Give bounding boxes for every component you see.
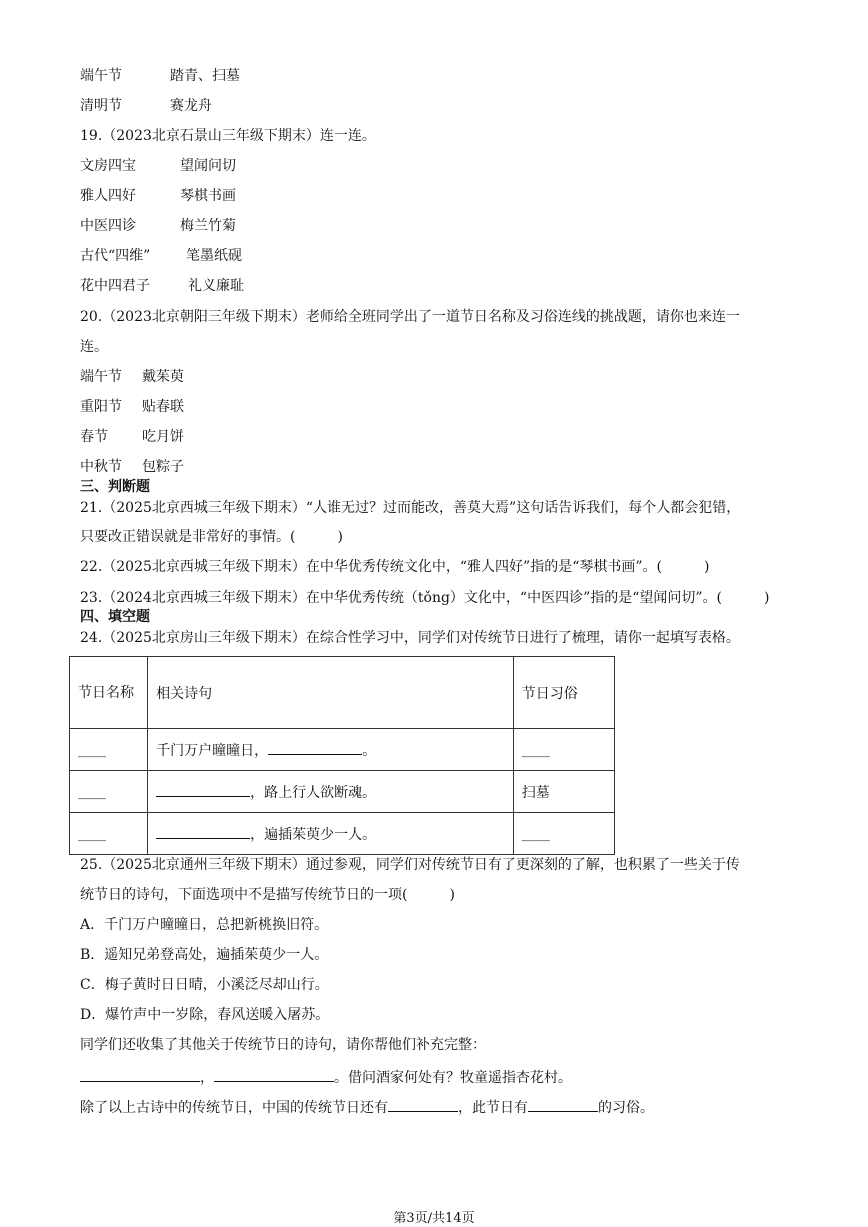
poem-text: ，路上行人欲断魂。 (250, 785, 377, 801)
table-row (70, 813, 615, 855)
question-23: 23.（2024北京西城三年级下期末）在中华优秀传统（tǒng）文化中，“中医四诊”指的是“望闻问切”。( ) (80, 590, 770, 606)
question-25-extra: 同学们还收集了其他关于传统节日的诗句，请你帮他们补充完整： (80, 1037, 486, 1053)
match-left: 端午节 (80, 369, 122, 385)
match-left: 春节 (80, 429, 108, 445)
match-left: 清明节 (80, 98, 122, 114)
q19-row (80, 157, 236, 175)
custom-blank[interactable]: ____ (513, 813, 614, 855)
option-d[interactable]: D．爆竹声中一岁除，春风送暖入屠苏。 (80, 1007, 330, 1023)
festival-blank[interactable] (388, 1096, 458, 1112)
match-left: 花中四君子 (80, 278, 150, 294)
match-left: 雅人四好 (80, 188, 136, 204)
festival-name-blank[interactable]: ____ (70, 771, 148, 813)
option-a[interactable]: A．千门万户曈曈日，总把新桃换旧符。 (80, 917, 329, 933)
question-20-stem: 20.（2023北京朝阳三年级下期末）老师给全班同学出了一道节日名称及习俗连线的挑战题，请你也来连一 (80, 309, 740, 325)
q19-row (80, 187, 236, 205)
match-left: 古代“四维” (80, 248, 151, 264)
match-right: 礼义廉耻 (188, 278, 244, 294)
festival-fill-line (80, 1096, 654, 1117)
poem-blank-2[interactable] (214, 1066, 334, 1082)
question-21: 21.（2025北京西城三年级下期末）“人谁无过？过而能改，善莫大焉”这句话告诉我们，每个人都会犯错， (80, 500, 741, 516)
poem-blank[interactable] (156, 823, 250, 839)
match-right: 笔墨纸砚 (186, 248, 242, 264)
option-c[interactable]: C．梅子黄时日日晴，小溪泛尽却山行。 (80, 977, 329, 993)
fill-text: ，此节日有 (458, 1100, 528, 1116)
poem-blank[interactable] (268, 739, 362, 755)
match-right: 贴春联 (142, 399, 184, 415)
poem-cell (148, 729, 514, 771)
poem-blank-1[interactable] (80, 1066, 200, 1082)
q19-row (80, 277, 244, 295)
section-heading-fill: 四、填空题 (80, 609, 150, 625)
festival-name-blank[interactable]: ____ (70, 729, 148, 771)
match-right: 吃月饼 (142, 429, 184, 445)
festival-name-blank[interactable]: ____ (70, 813, 148, 855)
custom-text: 扫墓 (513, 771, 614, 813)
header-poem: 相关诗句 (148, 657, 514, 729)
custom-blank[interactable]: ____ (513, 729, 614, 771)
header-festival-name: 节日名称 (70, 657, 148, 729)
match-right: 琴棋书画 (180, 188, 236, 204)
question-25-stem: 25.（2025北京通州三年级下期末）通过参观，同学们对传统节日有了更深刻的了解，也积累了一些关于传 (80, 857, 740, 873)
match-right: 踏青、扫墓 (170, 68, 240, 84)
section-heading-judgment: 三、判断题 (80, 479, 150, 495)
fill-text: 除了以上古诗中的传统节日，中国的传统节日还有 (80, 1100, 388, 1116)
custom-blank[interactable] (528, 1096, 598, 1112)
poem-cell (148, 813, 514, 855)
q20-row (80, 398, 184, 416)
poem-cell (148, 771, 514, 813)
table-row (70, 771, 615, 813)
fill-text: 的习俗。 (598, 1100, 654, 1116)
table-row (70, 729, 615, 771)
question-20-stem-cont: 连。 (80, 339, 108, 355)
poem-text: ，遍插茱萸少一人。 (250, 827, 377, 843)
festival-table (69, 656, 615, 855)
match-left: 重阳节 (80, 399, 122, 415)
match-right: 包粽子 (142, 459, 184, 475)
match-right: 赛龙舟 (170, 98, 212, 114)
question-22: 22.（2025北京西城三年级下期末）在中华优秀传统文化中，“雅人四好”指的是“琴棋书画”。( ) (80, 559, 710, 575)
question-19-stem: 19.（2023北京石景山三年级下期末）连一连。 (80, 128, 376, 144)
header-custom: 节日习俗 (513, 657, 614, 729)
match-right: 望闻问切 (180, 158, 236, 174)
page-footer: 第3页/共14页 (393, 1211, 475, 1226)
match-left: 文房四宝 (80, 158, 136, 174)
poem-tail: 。借问酒家何处有？牧童遥指杏花村。 (334, 1070, 572, 1086)
question-21-cont: 只要改正错误就是非常好的事情。( ) (80, 529, 343, 545)
q20-row (80, 458, 184, 476)
table-header-row (70, 657, 615, 729)
poem-text: 千门万户曈曈日， (156, 743, 269, 759)
q20-row (80, 428, 184, 446)
q18-row (80, 67, 240, 85)
question-25-stem-cont: 统节日的诗句，下面选项中不是描写传统节日的一项( ) (80, 887, 455, 903)
separator: ， (200, 1070, 214, 1086)
match-left: 中医四诊 (80, 218, 136, 234)
q19-row (80, 217, 236, 235)
poem-fill-line (80, 1066, 572, 1087)
match-right: 戴茱萸 (142, 369, 184, 385)
q19-row (80, 247, 242, 265)
option-b[interactable]: B．遥知兄弟登高处，遍插茱萸少一人。 (80, 947, 329, 963)
poem-blank[interactable] (156, 781, 250, 797)
question-24-stem: 24.（2025北京房山三年级下期末）在综合性学习中，同学们对传统节日进行了梳理，请你一起填写表格。 (80, 630, 740, 646)
q18-row (80, 97, 212, 115)
match-left: 中秋节 (80, 459, 122, 475)
match-right: 梅兰竹菊 (180, 218, 236, 234)
q20-row (80, 368, 184, 386)
poem-text: 。 (362, 743, 377, 759)
match-left: 端午节 (80, 68, 122, 84)
